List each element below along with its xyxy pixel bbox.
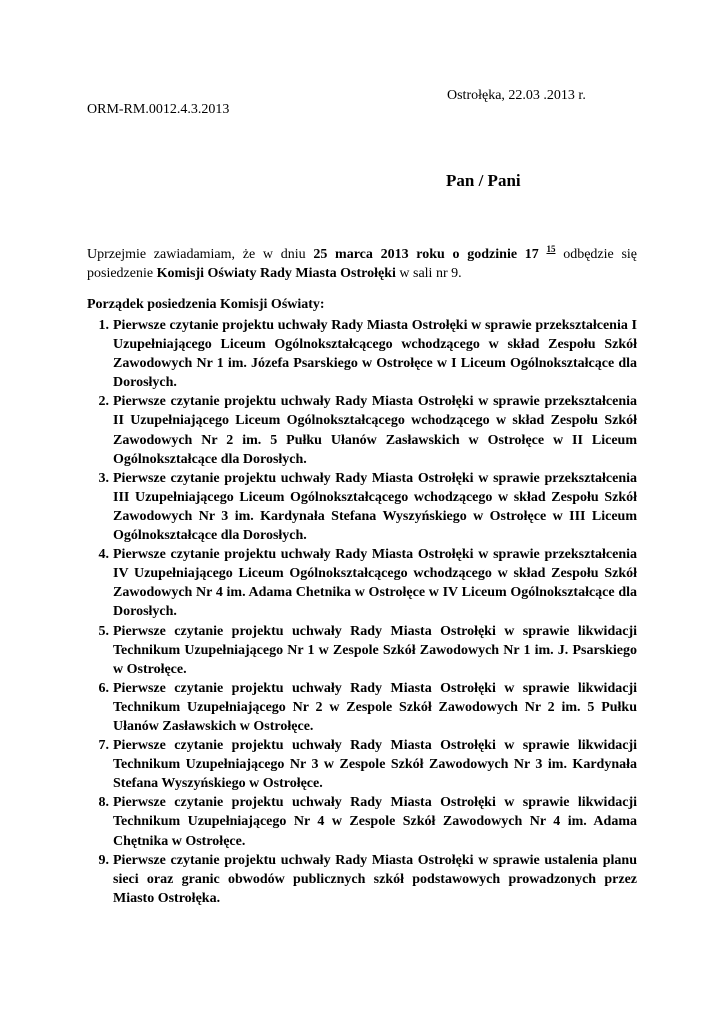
agenda-item-text: Pierwsze czytanie projektu uchwały Rady Miasta Ostrołęki w sprawie przekształcenia III Uzupełniającego Liceum Ogólnokształcącego wchodzącego w skład Zespołu Szkół Zawodowych Nr 3 im. Kardynała Stefana Wyszyńskiego w Ostrołęce w III Liceum Ogólnokształcące dla Dorosłych. <box>113 470 637 544</box>
agenda-item <box>87 392 637 468</box>
agenda-item-number: 5. <box>98 623 109 639</box>
agenda-item-number: 4. <box>98 547 109 563</box>
agenda-item-number: 1. <box>98 318 109 333</box>
intro-text-end: w sali nr 9. <box>395 266 462 281</box>
agenda-item <box>87 679 637 736</box>
agenda-item-text: Pierwsze czytanie projektu uchwały Rady Miasta Ostrołęki w sprawie likwidacji Technikum Uzupełniającego Nr 3 w Zespole Szkół Zawodowych Nr 3 im. Kardynała Stefana Wyszyńskiego w Ostrołęce. <box>113 738 637 792</box>
agenda-item-text: Pierwsze czytanie projektu uchwały Rady Miasta Ostrołęki w sprawie przekształcenia II Uzupełniającego Liceum Ogólnokształcącego wchodzącego w skład Zespołu Szkół Zawodowych Nr 2 im. 5 Pułku Ułanów Zasławskich w Ostrołęce w II Liceum Ogólnokształcące dla Dorosłych. <box>113 394 637 467</box>
agenda-item <box>87 469 637 545</box>
agenda-item <box>87 545 637 621</box>
meeting-minutes: 15 <box>546 244 556 254</box>
agenda-title: Porządek posiedzenia Komisji Oświaty: <box>87 297 325 312</box>
agenda-list <box>87 316 637 908</box>
agenda-item-text: Pierwsze czytanie projektu uchwały Rady Miasta Ostrołęki w sprawie likwidacji Technikum Uzupełniającego Nr 1 w Zespole Szkół Zawodowych Nr 1 im. J. Psarskiego w Ostrołęce. <box>113 623 637 677</box>
intro-text-before: Uprzejmie zawiadamiam, że w dniu <box>87 247 314 262</box>
agenda-item-number: 9. <box>98 852 109 868</box>
agenda-item-text: Pierwsze czytanie projektu uchwały Rady Miasta Ostrołęki w sprawie przekształcenia I Uzupełniającego Liceum Ogólnokształcącego wchodzącego w skład Zespołu Szkół Zawodowych Nr 1 im. Józefa Psarskiego w Ostrołęce w I Liceum Ogólnokształcące dla Dorosłych. <box>113 318 637 391</box>
committee-name: Komisji Oświaty Rady Miasta Ostrołęki <box>156 266 396 281</box>
agenda-item <box>87 851 637 908</box>
agenda-item <box>87 736 637 793</box>
intro-text-after: odbędzie się posiedzenie <box>87 247 637 281</box>
agenda-item-number: 8. <box>98 795 109 811</box>
addressee: Pan / Pani <box>446 171 521 190</box>
city-date: Ostrołęka, 22.03 .2013 r. <box>447 88 586 103</box>
reference-number: ORM-RM.0012.4.3.2013 <box>87 102 230 117</box>
agenda-item-text: Pierwsze czytanie projektu uchwały Rady Miasta Ostrołęki w sprawie ustalenia planu sieci oraz granic obwodów publicznych szkół podstawowych prowadzonych przez Miasto Ostrołęka. <box>113 852 637 906</box>
agenda-item-number: 7. <box>98 738 109 754</box>
meeting-date: 25 marca 2013 roku o godzinie 17 <box>313 247 539 262</box>
agenda-item-number: 3. <box>98 470 109 486</box>
intro-paragraph <box>87 245 637 283</box>
agenda-item-number: 6. <box>98 680 109 696</box>
agenda-item-number: 2. <box>98 394 109 410</box>
agenda-item-text: Pierwsze czytanie projektu uchwały Rady Miasta Ostrołęki w sprawie likwidacji Technikum Uzupełniającego Nr 2 w Zespole Szkół Zawodowych Nr 2 im. 5 Pułku Ułanów Zasławskich w Ostrołęce. <box>113 680 637 734</box>
agenda-item-text: Pierwsze czytanie projektu uchwały Rady Miasta Ostrołęki w sprawie likwidacji Technikum Uzupełniającego Nr 4 w Zespole Szkół Zawodowych Nr 4 im. Adama Chętnika w Ostrołęce. <box>113 795 637 849</box>
agenda-item <box>87 622 637 679</box>
agenda-item <box>87 316 637 392</box>
agenda-item-text: Pierwsze czytanie projektu uchwały Rady Miasta Ostrołęki w sprawie przekształcenia IV Uzupełniającego Liceum Ogólnokształcącego wchodzącego w skład Zespołu Szkół Zawodowych Nr 4 im. Adama Chetnika w Ostrołęce w IV Liceum Ogólnokształcące dla Dorosłych. <box>113 547 637 620</box>
agenda-item <box>87 793 637 850</box>
